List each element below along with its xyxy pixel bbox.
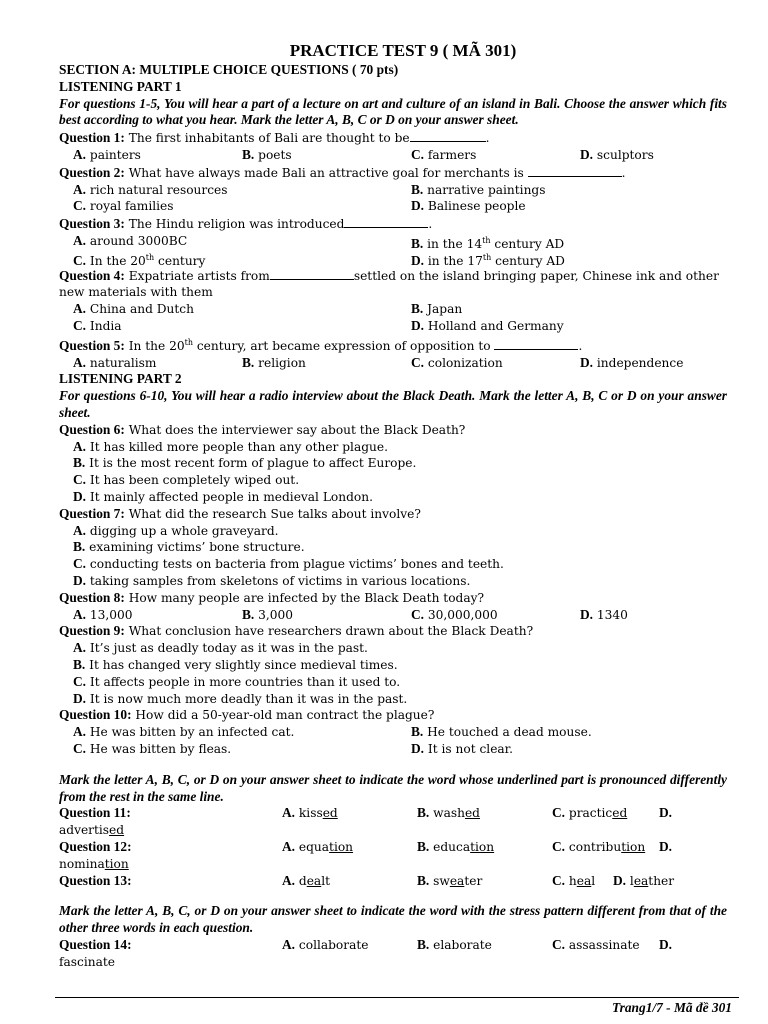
option-c[interactable]: C. colonization: [411, 354, 503, 370]
option-a[interactable]: A. He was bitten by an infected cat.: [73, 724, 295, 740]
option-b[interactable]: B. Japan: [411, 301, 463, 317]
question-3: Question 3: The Hindu religion was introduced .: [59, 216, 433, 232]
option-d-letter[interactable]: D.: [659, 838, 673, 854]
option-c[interactable]: C. practiced: [552, 805, 628, 821]
option-c[interactable]: C. 30,000,000: [411, 606, 498, 622]
question-1-options: [59, 147, 727, 164]
question-6: Question 6: What does the interviewer say about the Black Death?: [59, 421, 466, 437]
option-a[interactable]: A. collaborate: [282, 936, 369, 952]
page-footer: Trang1/7 - Mã đề 301: [611, 1000, 732, 1015]
option-c[interactable]: C. conducting tests on bacteria from plague victims’ bones and teeth.: [73, 556, 504, 572]
option-a[interactable]: A. dealt: [282, 872, 330, 888]
listening-part-2-instruction: For questions 6-10, You will hear a radio interview about the Black Death. Mark the letter A, B, C or D on your answer sheet.: [59, 388, 727, 420]
question-7: Question 7: What did the research Sue talks about involve?: [59, 505, 421, 521]
question-4-options-cd: [59, 318, 727, 335]
question-4-options-ab: [59, 301, 727, 318]
question-2: Question 2: What have always made Bali an attractive goal for merchants is .: [59, 164, 626, 180]
option-d[interactable]: D. It mainly affected people in medieval London.: [73, 488, 373, 504]
question-3-options-cd: [59, 250, 727, 267]
option-c[interactable]: C. He was bitten by fleas.: [73, 740, 232, 756]
option-a[interactable]: A. around 3000BC: [73, 232, 188, 248]
option-d-letter[interactable]: D.: [659, 805, 673, 821]
option-c[interactable]: C. royal families: [73, 198, 174, 214]
option-c[interactable]: C. farmers: [411, 146, 477, 162]
option-a[interactable]: A. It’s just as deadly today as it was in the past.: [73, 640, 368, 656]
question-1: Question 1: The first inhabitants of Bali are thought to be .: [59, 130, 490, 146]
option-a[interactable]: A. equation: [282, 838, 354, 854]
option-b[interactable]: B. narrative paintings: [411, 181, 546, 197]
option-a[interactable]: A. It has killed more people than any other plague.: [73, 438, 388, 454]
option-d[interactable]: D. in the 17th century AD: [411, 252, 565, 268]
option-b[interactable]: B. examining victims’ bone structure.: [73, 539, 305, 555]
page-title: PRACTICE TEST 9 ( MÃ 301): [289, 41, 517, 60]
option-c[interactable]: C. assassinate: [552, 936, 640, 952]
listening-part-2-heading: LISTENING PART 2: [59, 371, 182, 387]
listening-part-1-heading: LISTENING PART 1: [59, 78, 182, 94]
option-d[interactable]: D. Balinese people: [411, 198, 526, 214]
option-d-letter[interactable]: D.: [659, 936, 673, 952]
option-d[interactable]: D. Holland and Germany: [411, 317, 564, 333]
option-c[interactable]: C. In the 20th century: [73, 252, 206, 268]
option-a[interactable]: A. 13,000: [73, 606, 133, 622]
question-9: Question 9: What conclusion have researchers drawn about the Black Death?: [59, 623, 534, 639]
option-a[interactable]: A. rich natural resources: [73, 181, 228, 197]
question-10-options-cd: [59, 741, 727, 758]
option-d[interactable]: D. It is not clear.: [411, 740, 514, 756]
option-d[interactable]: nomination: [59, 856, 129, 871]
footer-divider: [55, 997, 739, 998]
option-b[interactable]: B. poets: [242, 146, 292, 162]
question-14: Question 14: A. collaborate B. elaborate C. assassinate D.: [59, 936, 673, 952]
option-a[interactable]: A. digging up a whole graveyard.: [73, 522, 279, 538]
option-a[interactable]: A. naturalism: [73, 354, 157, 370]
option-b[interactable]: B. It is the most recent form of plague to affect Europe.: [73, 455, 417, 471]
option-c[interactable]: C. It affects people in more countries than it used to.: [73, 673, 401, 689]
option-b[interactable]: B. in the 14th century AD: [411, 235, 565, 252]
question-11: Question 11: A. kissed B. washed C. practiced D.: [59, 805, 673, 821]
option-b[interactable]: B. education: [417, 838, 495, 854]
option-d[interactable]: D. independence: [580, 354, 684, 370]
answer-blank: [410, 129, 486, 142]
pronunciation-instruction: Mark the letter A, B, C, or D on your answer sheet to indicate the word whose underlined part is pronounced differently from the rest in the same line.: [59, 771, 727, 804]
answer-blank: [270, 267, 354, 280]
option-b[interactable]: B. sweater: [417, 872, 483, 888]
question-3-options-ab: [59, 233, 727, 250]
option-d[interactable]: fascinate: [59, 954, 115, 969]
question-8-options: [59, 607, 727, 624]
question-8: Question 8: How many people are infected by the Black Death today?: [59, 589, 485, 605]
answer-blank: [494, 337, 578, 350]
option-b[interactable]: B. He touched a dead mouse.: [411, 724, 592, 740]
option-d[interactable]: D. sculptors: [580, 146, 654, 162]
option-a[interactable]: A. kissed: [282, 805, 338, 821]
page-content: [59, 40, 727, 971]
question-12: Question 12: A. equation B. education C. contribution D.: [59, 838, 673, 854]
option-d[interactable]: D. leather: [613, 872, 675, 888]
question-5-options: [59, 355, 727, 372]
question-10-options-ab: [59, 724, 727, 741]
question-10: Question 10: How did a 50-year-old man contract the plague?: [59, 707, 435, 723]
option-d[interactable]: advertised: [59, 823, 125, 838]
option-b[interactable]: B. 3,000: [242, 606, 294, 622]
question-13: Question 13: A. dealt B. sweater C. heal D. leather: [59, 872, 675, 888]
option-d[interactable]: D. 1340: [580, 606, 628, 622]
question-2-options-ab: [59, 182, 727, 199]
question-2-options-cd: [59, 198, 727, 215]
option-c[interactable]: C. It has been completely wiped out.: [73, 472, 300, 488]
option-c[interactable]: C. heal: [552, 872, 596, 888]
option-c[interactable]: C. contribution: [552, 838, 646, 854]
stress-instruction: Mark the letter A, B, C, or D on your answer sheet to indicate the word with the stress pattern different from that of the other three words in each question.: [59, 903, 727, 936]
option-b[interactable]: B. religion: [242, 354, 306, 370]
option-d[interactable]: D. It is now much more deadly than it was in the past.: [73, 690, 408, 706]
answer-blank: [344, 215, 428, 228]
option-d[interactable]: D. taking samples from skeletons of victims in various locations.: [73, 572, 471, 588]
question-4: Question 4: Expatriate artists from settled on the island bringing paper, Chinese ink and other new materials with them: [59, 267, 719, 300]
option-b[interactable]: B. washed: [417, 805, 480, 821]
listening-part-1-instruction: For questions 1-5, You will hear a part of a lecture on art and culture of an island in Bali. Choose the answer which fits best according to what you hear. Mark the letter A, B, C or D on your answer sheet.: [59, 95, 727, 128]
answer-blank: [528, 164, 622, 177]
option-a[interactable]: A. China and Dutch: [73, 301, 194, 317]
question-5: Question 5: In the 20th century, art became expression of opposition to .: [59, 337, 583, 353]
option-b[interactable]: B. It has changed very slightly since medieval times.: [73, 656, 398, 672]
option-a[interactable]: A. painters: [73, 146, 141, 162]
option-c[interactable]: C. India: [73, 317, 122, 333]
option-b[interactable]: B. elaborate: [417, 936, 492, 952]
section-heading: SECTION A: MULTIPLE CHOICE QUESTIONS ( 70 pts): [59, 62, 399, 77]
